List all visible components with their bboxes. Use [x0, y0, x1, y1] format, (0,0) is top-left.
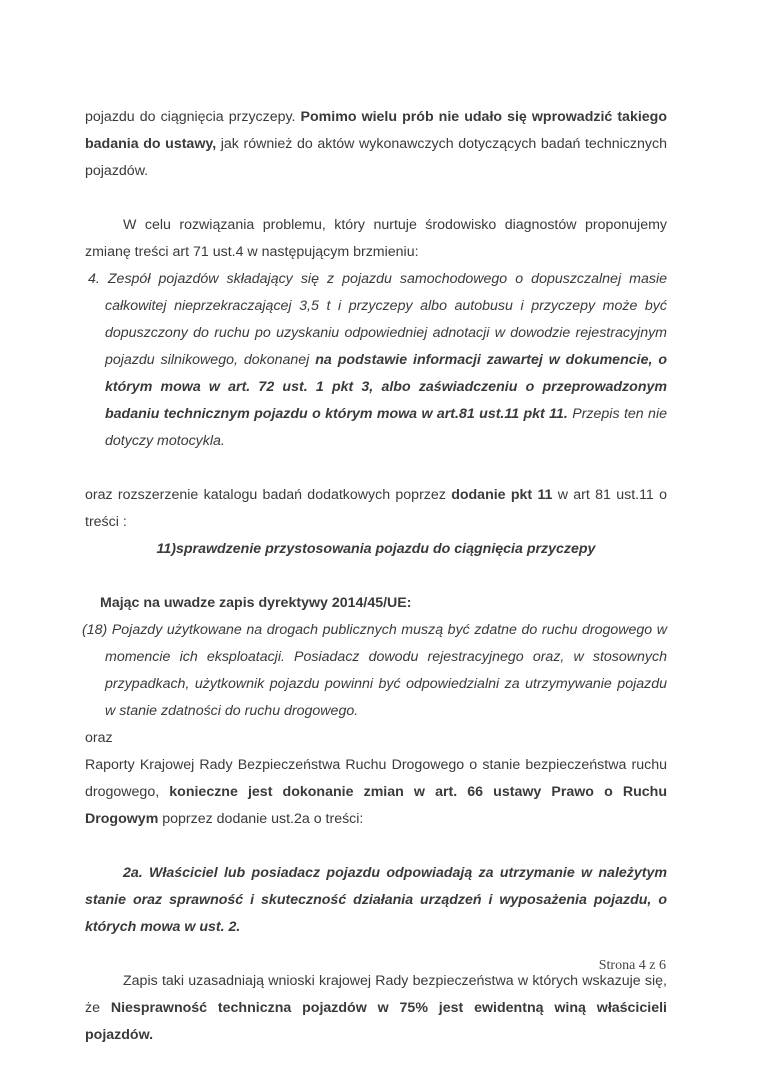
list-item-18: (18) Pojazdy użytkowane na drogach publicznych muszą być zdatne do ruchu drogowego w momencie ich eksploatacji. Posiadacz dowodu rejestracyjnego oraz, w stosownych przypadkach, użytkownik pojazdu powinni być odpowiedzialni za utrzymywanie pojazdu w stanie zdatności do ruchu drogowego. — [82, 622, 667, 719]
spacer — [85, 833, 667, 860]
spacer — [85, 941, 667, 968]
paragraph-proposal: W celu rozwiązania problemu, który nurtuje środowisko diagnostów proponujemy zmianę treści art 71 ust.4 w następującym brzmieniu: — [85, 217, 667, 260]
spacer — [85, 185, 667, 212]
text: pojazdu do ciągnięcia przyczepy. — [85, 109, 301, 125]
list-item-2a: 2a. Właściciel lub posiadacz pojazdu odpowiadają za utrzymanie w należytym stanie oraz sprawność i skuteczność działania urządzeń i wyposażenia pojazdu, o których mowa w ust. 2. — [85, 865, 667, 935]
paragraph-intro — [85, 104, 667, 185]
text: Zapis taki uzasadniają wnioski krajowej Rady bezpieczeństwa w których wskazuje się, że — [85, 973, 667, 1016]
text: 4. Zespół pojazdów składający się z pojazdu samochodowego o dopuszczalnej masie całkowitej nieprzekraczającej 3,5 t i przyczepy albo autobusu i przyczepy może być dopuszczony do ruchu po uzyskaniu odpowiedniej adnotacji w dowodzie rejestracyjnym pojazdu silnikowego, dokonanej — [88, 271, 667, 368]
spacer — [85, 563, 667, 590]
bold-text: dodanie pkt 11 — [451, 487, 553, 503]
paragraph-oraz: oraz — [85, 730, 113, 746]
spacer — [85, 455, 667, 482]
document-page — [82, 104, 668, 1049]
text: Przepis ten nie dotyczy motocykla. — [105, 406, 667, 449]
list-item-4 — [85, 266, 667, 455]
bold-text: na podstawie informacji zawartej w dokumencie, o którym mowa w art. 72 ust. 1 pkt 3, albo zaświadczeniu o przeprowadzonym badaniu technicznym pojazdu o którym mowa w art.81 ust.11 pkt 11. — [105, 352, 667, 422]
directive-heading: Mając na uwadze zapis dyrektywy 2014/45/UE: — [100, 595, 412, 611]
text: w art 81 ust.11 o treści : — [85, 487, 667, 530]
text: oraz rozszerzenie katalogu badań dodatkowych poprzez — [85, 487, 452, 503]
page-number: Strona 4 z 6 — [598, 958, 666, 973]
text: poprzez dodanie ust.2a o treści: — [158, 811, 364, 827]
bold-text: Niesprawność techniczna pojazdów w 75% jest ewidentną winą właścicieli pojazdów. — [85, 1000, 667, 1043]
text: Raporty Krajowej Rady Bezpieczeństwa Ruchu Drogowego o stanie bezpieczeństwa ruchu drogowego, — [85, 757, 667, 800]
paragraph-reports — [85, 752, 667, 833]
list-item-11: 11)sprawdzenie przystosowania pojazdu do ciągnięcia przyczepy — [156, 541, 596, 557]
bold-text: Pomimo wielu prób nie udało się wprowadzić takiego badania do ustawy, — [85, 109, 668, 152]
text: jak również do aktów wykonawczych dotyczących badań technicznych pojazdów. — [85, 136, 667, 179]
paragraph-justification — [85, 968, 667, 1049]
bold-text: konieczne jest dokonanie zmian w art. 66 ustawy Prawo o Ruchu Drogowym — [85, 784, 667, 827]
paragraph-catalog — [85, 482, 667, 536]
